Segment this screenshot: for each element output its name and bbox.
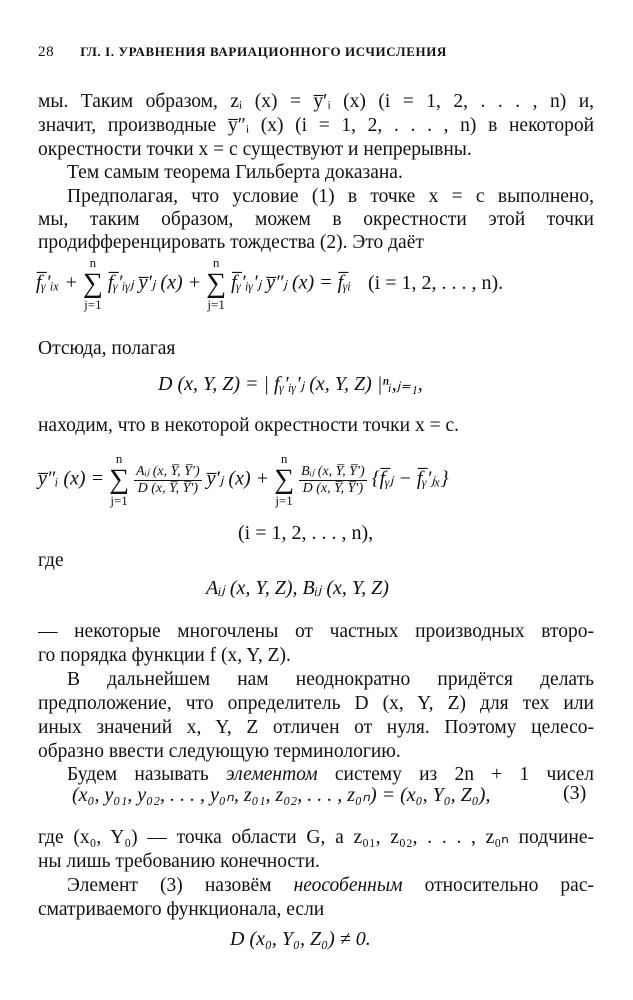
equation-polynomials: Aᵢⱼ (x, Y, Z), Bᵢⱼ (x, Y, Z): [206, 577, 389, 599]
text-line: Предполагая, что условие (1) в точке x = c выполнено,: [67, 186, 594, 207]
text-line: образно ввести следующую терминологию.: [38, 741, 401, 762]
text-line: находим, что в некоторой окрестности точки x = c.: [38, 415, 459, 436]
equation-range: (i = 1, 2, . . . , n),: [238, 522, 374, 544]
text-line: Будем называть элементом систему из 2n + 1 чисел: [67, 764, 594, 785]
text-line: мы, таким образом, можем в окрестности этой точки: [38, 209, 594, 230]
text-line: сматриваемого функционала, если: [38, 899, 325, 920]
sum-symbol: n ∑ j=1: [274, 451, 295, 508]
text-line: окрестности точки x = c существуют и непрерывны.: [38, 139, 472, 160]
text-line: В дальнейшем нам неоднократно придётся делать: [67, 669, 594, 690]
text-line: Отсюда, полагая: [38, 338, 176, 359]
sum-symbol: n ∑ j=1: [206, 255, 227, 312]
term-element: элементом: [226, 764, 318, 785]
term-nonsingular: неособенным: [293, 875, 403, 896]
text-line: иных значений x, Y, Z отличен от нуля. Поэтому целесо-: [38, 717, 594, 738]
text-line: значит, производные y̅″ᵢ (x) (i = 1, 2, . . . , n) в некоторой: [38, 115, 594, 136]
page-header: [38, 44, 598, 61]
text-line: предположение, что определитель D (x, Y, Z) для тех или: [38, 693, 594, 714]
text-line: Элемент (3) назовём неособенным относительно рас-: [67, 875, 594, 896]
equation-number: (3): [563, 782, 587, 804]
equation-derivative: f̅ᵧ′ᵢₓ + n ∑ j=1 f̅ᵧ′ᵢᵧⱼ y̅′ⱼ (x) + n ∑ j=1 f̅ᵧ′ᵢᵧ′ⱼ y̅″ⱼ (x) = f̅ᵧᵢ (i = 1, 2, . . . , n).: [36, 255, 504, 312]
text-line: мы. Таким образом, zᵢ (x) = y̅′ᵢ (x) (i = 1, 2, . . . , n) и,: [38, 91, 594, 112]
fraction: $\frac{\text{Aᵢⱼ (x, Y̅, Y̅′)}}{D (x, Y̅, Y̅')}$: [136, 464, 200, 496]
text-line: продифференцировать тождества (2). Это даёт: [38, 232, 424, 253]
text-line: го порядка функции f (x, Y, Z).: [38, 645, 291, 666]
sum-symbol: n ∑ j=1: [82, 255, 103, 312]
text-line: — некоторые многочлены от частных производных второ-: [38, 621, 594, 642]
running-title: ГЛ. I. УРАВНЕНИЯ ВАРИАЦИОННОГО ИСЧИСЛЕНИЯ: [80, 44, 447, 59]
equation-determinant: D (x, Y, Z) = | fᵧ′ᵢᵧ′ⱼ (x, Y, Z) |ⁿᵢ,ⱼ₌₁,: [158, 373, 423, 395]
text-line: где (x₀, Y₀) — точка области G, а z₀₁, z₀₂, . . . , z₀ₙ подчине-: [38, 827, 594, 848]
equation-element: (x₀, y₀₁, y₀₂, . . . , y₀ₙ, z₀₁, z₀₂, . . . , z₀ₙ) = (x₀, Y₀, Z₀),: [72, 784, 491, 806]
text-line: ны лишь требованию конечности.: [38, 851, 320, 872]
page-number: 28: [38, 44, 55, 60]
sum-symbol: n ∑ j=1: [109, 451, 130, 508]
text-line: Тем самым теорема Гильберта доказана.: [67, 162, 403, 183]
equation-second-derivative: y̅″ᵢ (x) = n ∑ j=1 $\frac{\text{Aᵢⱼ (x, Y̅, Y̅′)}}{D (x, Y̅, Y̅')}$ y̅′ⱼ (x) + n ∑ j=1 $\frac{\text{Bᵢⱼ (x, Y̅, Y̅′)}}{D (x, Y̅, Y̅')}$ {f̅ᵧⱼ − f̅ᵧ′ⱼₓ}: [38, 451, 449, 508]
equation-nonsingular: D (x₀, Y₀, Z₀) ≠ 0.: [230, 928, 371, 950]
fraction: $\frac{\text{Bᵢⱼ (x, Y̅, Y̅′)}}{D (x, Y̅, Y̅')}$: [301, 464, 365, 496]
text-line: где: [38, 550, 64, 571]
